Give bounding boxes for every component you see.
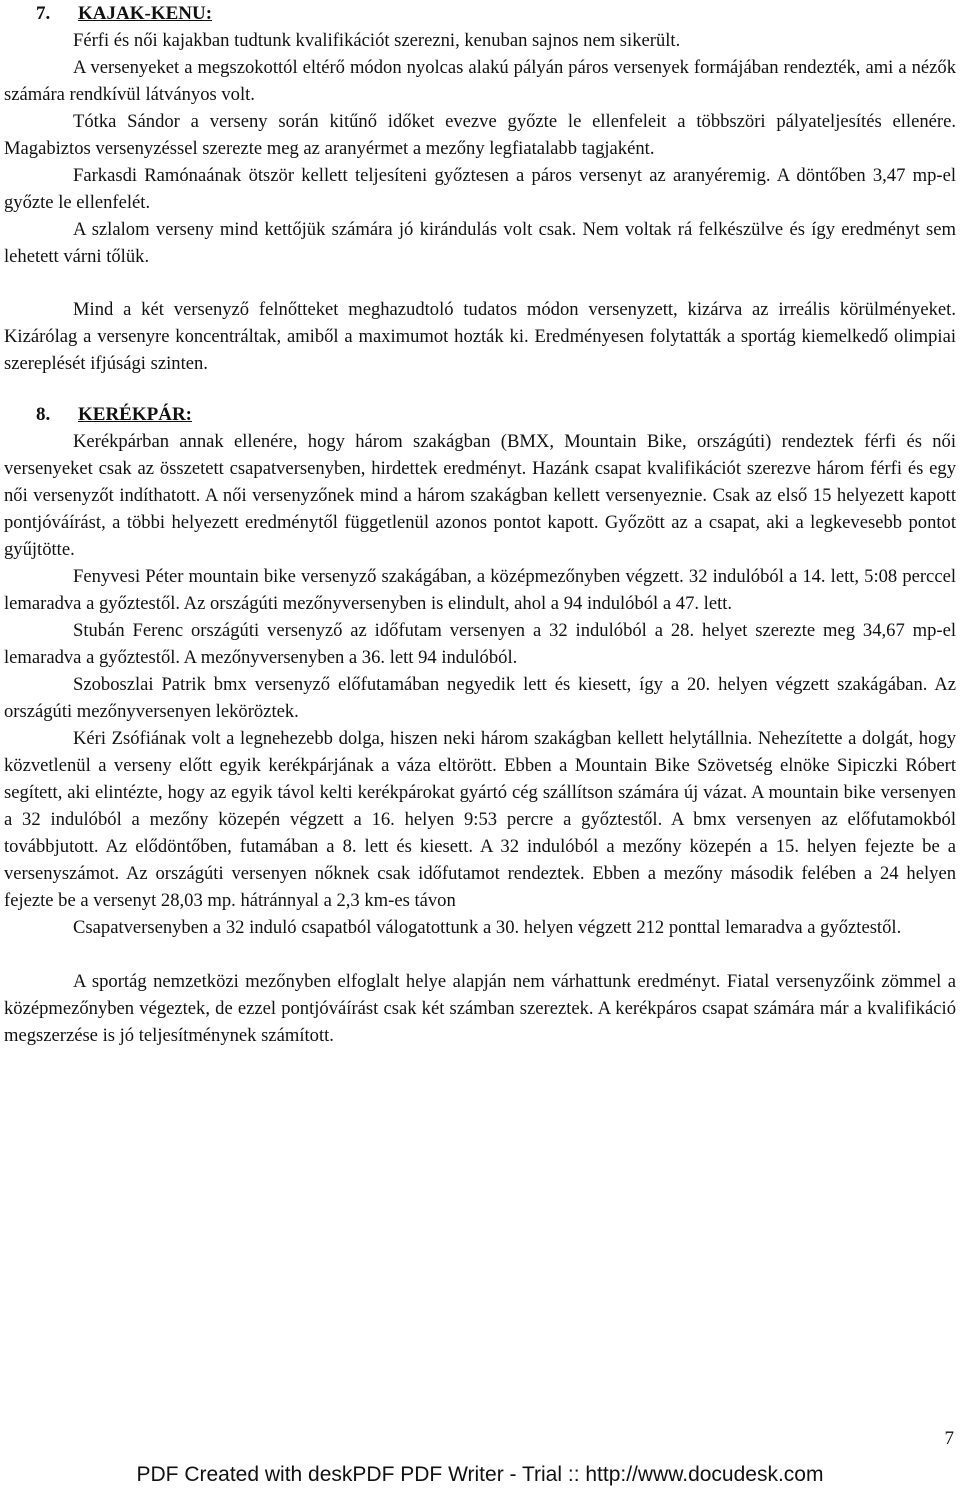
paragraph: Kerékpárban annak ellenére, hogy három szakágban (BMX, Mountain Bike, országúti) rendeztek férfi és női versenyeket csak az összetett csapatversenyben, hirdettek eredményt. Hazánk csapat kvalifikációt szerezve három férfi és egy női versenyzőt indíthatott. A női versenyzőnek mind a három szakágban kellett versenyeznie. Csak az első 15 helyezett kapott pontjóváírást, a többi helyezett eredménytől függetlenül azonos pontot kapott. Győzött az a csapat, aki a legkevesebb pontot gyűjtötte. [4, 431, 956, 560]
paragraph: A versenyeket a megszokottól eltérő módon nyolcas alakú pályán páros versenyek formájában rendezték, ami a nézők számára rendkívül látványos volt. [4, 57, 956, 105]
paragraph: Stubán Ferenc országúti versenyző az időfutam versenyen a 32 indulóból a 28. helyet szerezte meg 34,67 mp-el lemaradva a győztestől. A mezőnyversenyben a 36. lett 94 indulóból. [4, 620, 956, 668]
section-summary: Mind a két versenyző felnőtteket meghazudtoló tudatos módon versenyzett, kizárva az irreális körülményeket. Kizárólag a versenyre koncentráltak, amiből a maximumot hozták ki. Eredményesen folytatták a sportág kiemelkedő olimpiai szereplését ifjúsági szinten. [4, 299, 956, 374]
paragraph: Szoboszlai Patrik bmx versenyző előfutamában negyedik lett és kiesett, így a 20. helyen végzett szakágában. Az országúti mezőnyversenyen leköröztek. [4, 674, 956, 722]
section-title: KAJAK-KENU: [78, 3, 213, 24]
section-title: KERÉKPÁR: [78, 404, 192, 425]
section-heading-kajak-kenu [4, 0, 956, 27]
page-number: 7 [944, 1428, 954, 1449]
paragraph: Fenyvesi Péter mountain bike versenyző szakágában, a középmezőnyben végzett. 32 indulóból a 14. lett, 5:08 perccel lemaradva a győztestől. Az országúti mezőnyversenyben is elindult, ahol a 94 indulóból a 47. lett. [4, 566, 956, 614]
section-number: 8. [36, 404, 51, 425]
paragraph: A szlalom verseny mind kettőjük számára jó kirándulás volt csak. Nem voltak rá felkészülve és így eredményt sem lehetett várni tőlük. [4, 219, 956, 267]
section-summary: A sportág nemzetközi mezőnyben elfoglalt helye alapján nem várhattunk eredményt. Fiatal versenyzőink zömmel a középmezőnyben végeztek, de ezzel pontjóváírást csak két számban szereztek. A kerékpáros csapat számára már a kvalifikáció megszerzése is jó teljesítménynek számított. [4, 971, 956, 1046]
paragraph: Tótka Sándor a verseny során kitűnő időket evezve győzte le ellenfeleit a többszöri pályateljesítés ellenére. Magabiztos versenyzéssel szerezte meg az aranyérmet a mezőny legfiatalabb tagjaként. [4, 111, 956, 159]
paragraph: Kéri Zsófiának volt a legnehezebb dolga, hiszen neki három szakágban kellett helytállnia. Nehezítette a dolgát, hogy közvetlenül a verseny előtt egyik kerékpárjának a váza eltörött. Ebben a Mountain Bike Szövetség elnöke Sipiczki Róbert segített, aki elintézte, hogy az egyik távol kelti kerékpárokat gyártó cég szállítson számára új vázat. A mountain bike versenyen a 32 indulóból a mezőny közepén végzett a 16. helyen 9:53 percre a győztestől. A bmx versenyen az előfutamokból továbbjutott. Az elődöntőben, futamában a 8. lett és kiesett. A 32 indulóból a mezőny közepén a 15. helyen fejezte be a versenyszámot. Az országúti versenyen nőknek csak időfutamot rendeztek. Ebben a mezőny második felében a 24 helyen fejezte be a versenyt 28,03 mp. hátránnyal a 2,3 km-es távon [4, 728, 956, 911]
section-number: 7. [36, 3, 51, 24]
page-content [4, 0, 956, 1049]
paragraph: Farkasdi Ramónaának ötször kellett teljesíteni győztesen a páros versenyt az aranyéremig. A döntőben 3,47 mp-el győzte le ellenfelét. [4, 165, 956, 213]
paragraph: Férfi és női kajakban tudtunk kvalifikációt szerezni, kenuban sajnos nem sikerült. [73, 30, 681, 51]
pdf-footer-watermark: PDF Created with deskPDF PDF Writer - Trial :: http://www.docudesk.com [136, 1463, 824, 1486]
paragraph: Csapatversenyben a 32 induló csapatból válogatottunk a 30. helyen végzett 212 ponttal lemaradva a győztestől. [73, 917, 902, 938]
section-heading-kerekpar [4, 401, 956, 428]
